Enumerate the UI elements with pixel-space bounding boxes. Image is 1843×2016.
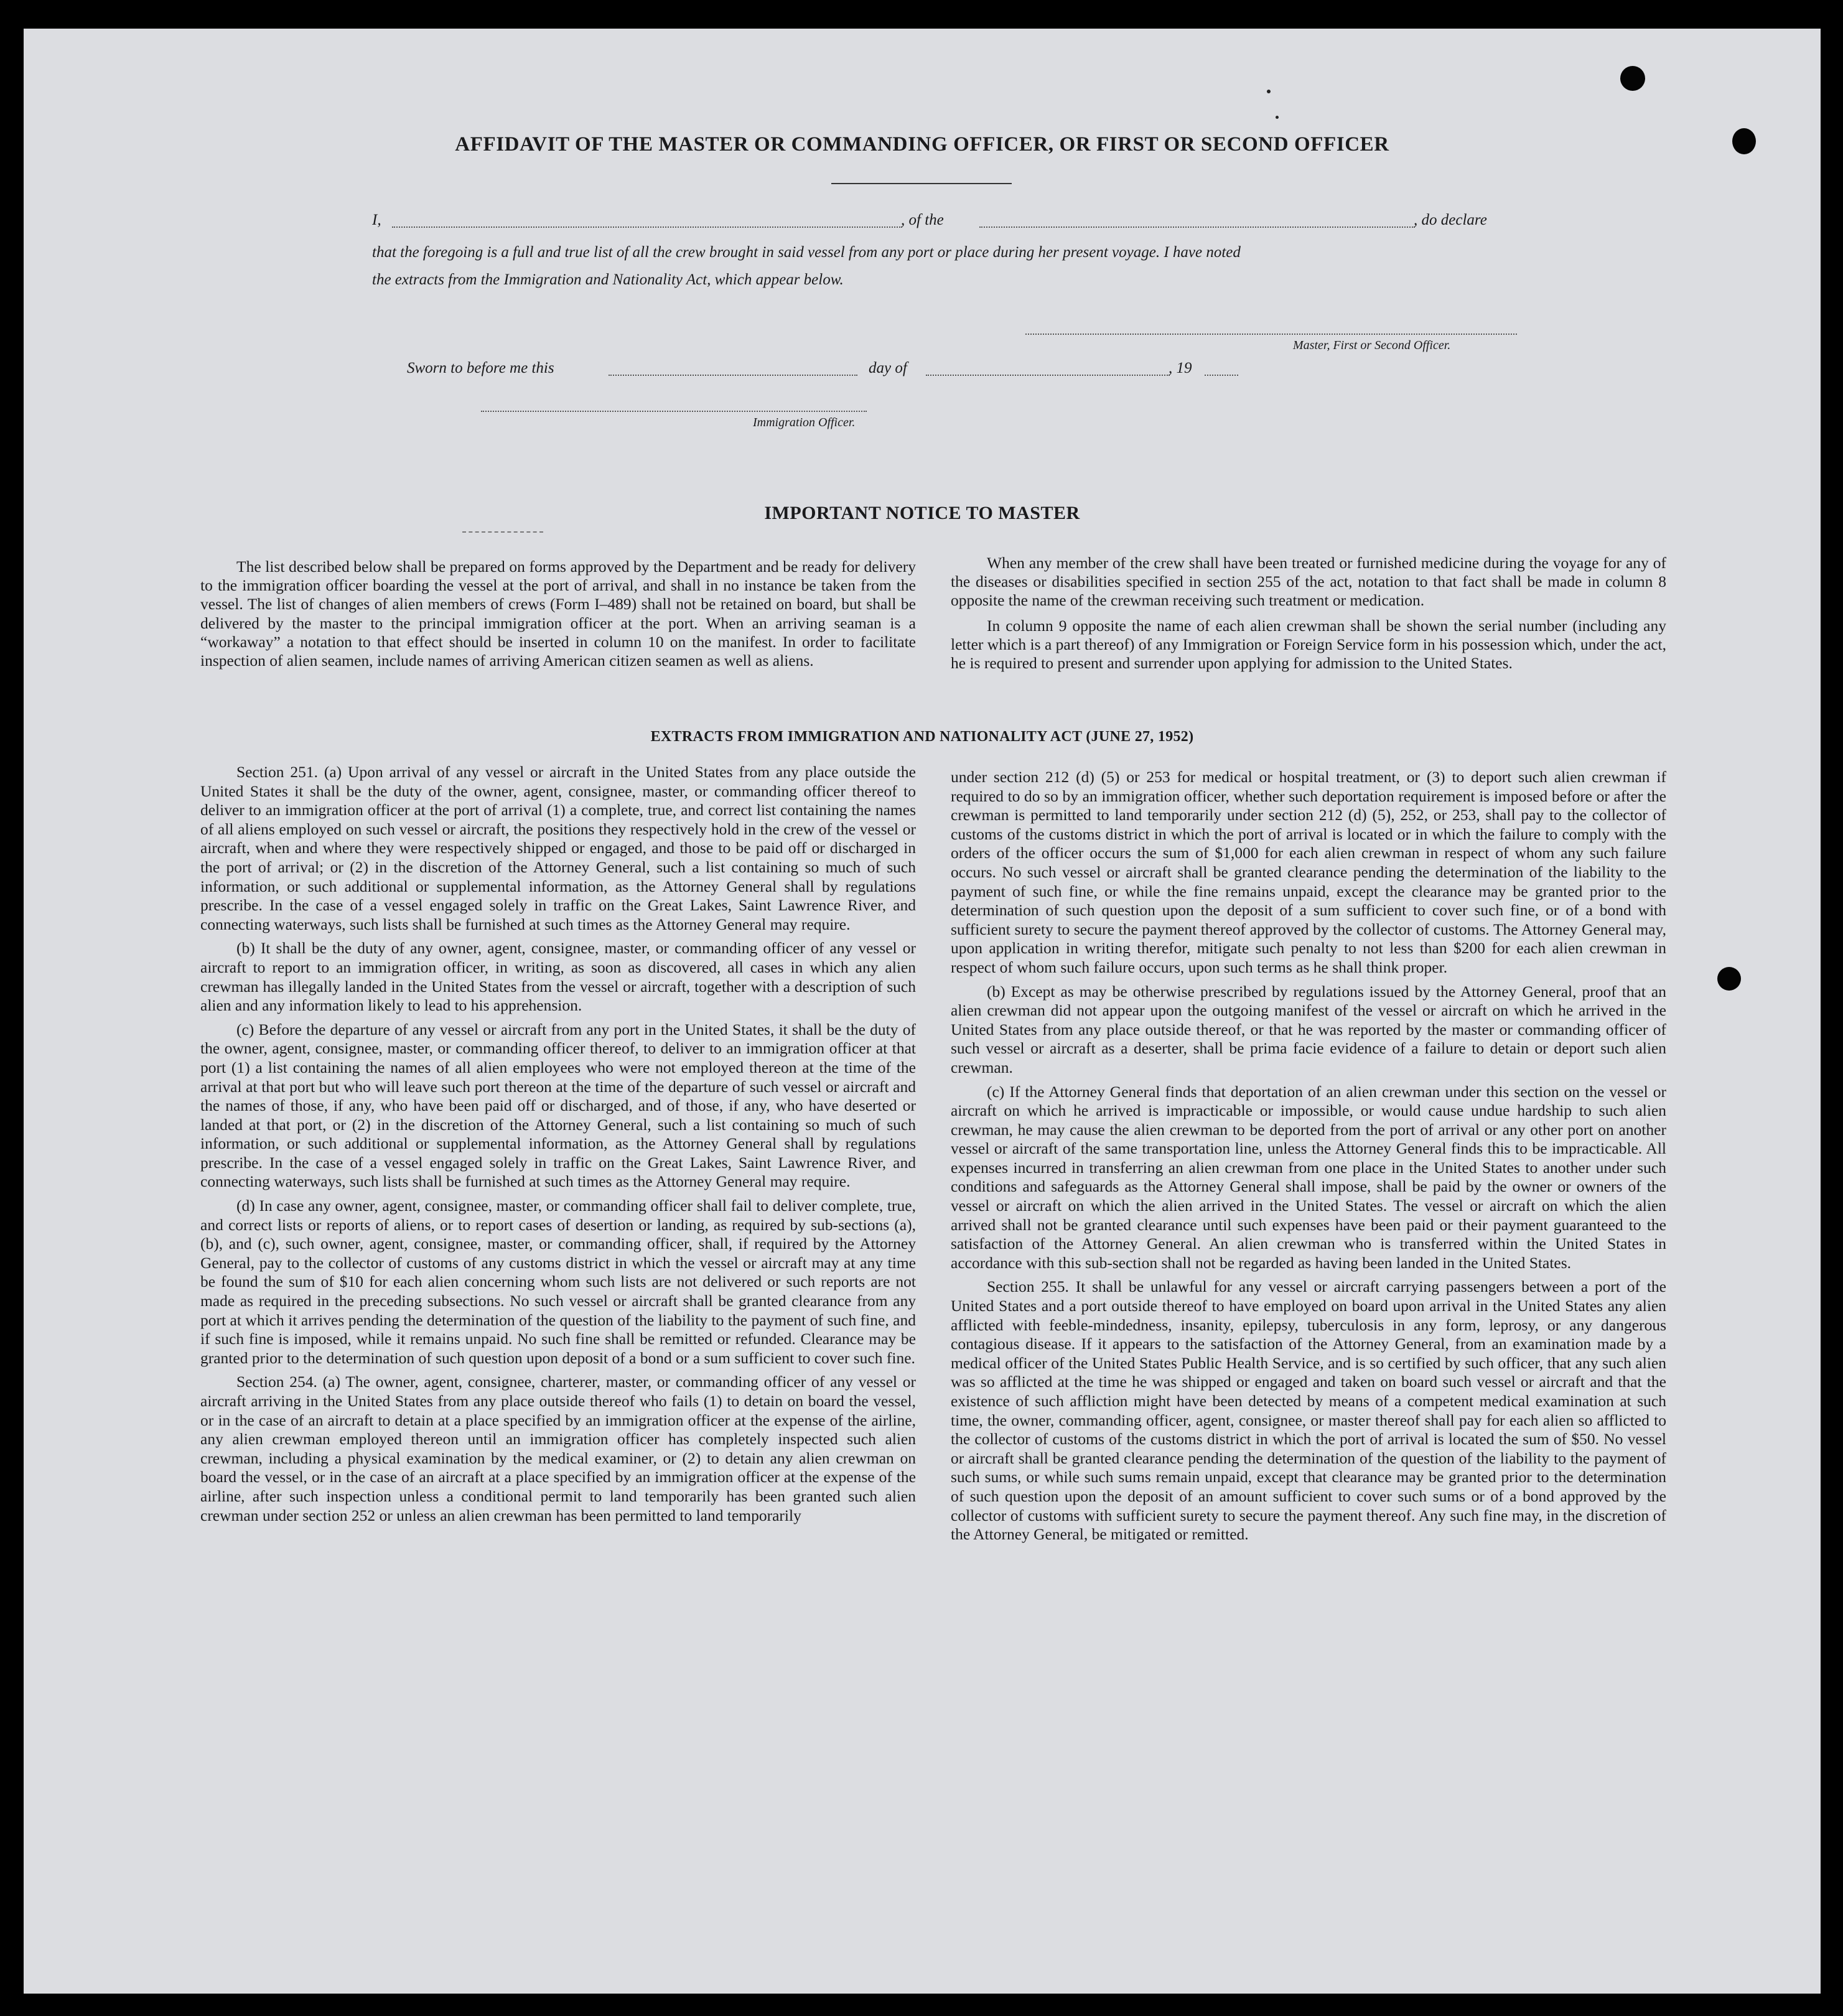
declaration-statement-line-1: that the foregoing is a full and true list of all the crew brought in said vessel from any port or place during her present voyage. I have noted [372, 244, 1241, 261]
declarant-name-field[interactable] [392, 226, 902, 228]
section-251-b: (b) It shall be the duty of any owner, agent, consignee, master, or commanding officer of any vessel or aircraft to report to an immigration officer, in writing, as soon as discovered, all cases in which any alien crewman has illegally landed in the United States from the vessel or aircraft, together with a description of such alien and any information likely to lead to his apprehension. [200, 939, 916, 1015]
speck-mark [1276, 116, 1279, 119]
punch-hole-top [1620, 66, 1645, 91]
document-page [24, 29, 1821, 1994]
notice-left-paragraph: The list described below shall be prepared on forms approved by the Department and be ready for delivery to the immigration officer boarding the vessel at the port of arrival, and shall in no instance be taken from the vessel. The list of changes of alien members of crews (Form I–489) shall not be retained on board, but shall be delivered by the master to the principal immigration officer at the port. When an arriving seaman is a “workaway” a notation to that effect should be inserted in column 10 on the manifest. In order to facilitate inspection of alien seamen, include names of arriving American citizen seamen as well as aliens. [200, 558, 916, 670]
declaration-statement-line-2: the extracts from the Immigration and Nationality Act, which appear below. [372, 271, 844, 288]
section-251-a: Section 251. (a) Upon arrival of any vessel or aircraft in the United States from any place outside the United States it shall be the duty of the owner, agent, consignee, master, or commanding officer thereof to deliver to an immigration officer at the port of arrival (1) a complete, true, and correct list containing the names of all aliens employed on such vessel or aircraft, the positions they respectively hold in the crew of the vessel or aircraft, when and where they were respectively shipped or engaged, and those to be paid off or discharged in the port of arrival; or (2) in the discretion of the Attorney General, such a list containing so much of such information, or such additional or supplemental information, as the Attorney General shall by regulations prescribe. In the case of a vessel engaged solely in traffic on the Great Lakes, Saint Lawrence River, and connecting waterways, such lists shall be furnished at such times as the Attorney General may require. [200, 763, 916, 933]
notice-right-column [951, 554, 1666, 679]
master-signature-label: Master, First or Second Officer. [1293, 338, 1451, 352]
immigration-officer-signature-field[interactable] [481, 411, 867, 412]
section-254-b: (b) Except as may be otherwise prescribed by regulations issued by the Attorney General, proof that an alien crewman did not appear upon the outgoing manifest of the vessel or aircraft on which he arrived in the United States from any place outside thereof, or that he was reported by the master or commanding officer of such vessel or aircraft as a deserter, shall be prima facie evidence of a failure to detain or deport such alien crewman. [951, 982, 1666, 1076]
day-of-label: day of [869, 360, 907, 376]
year-prefix-label: , 19 [1169, 360, 1192, 376]
sworn-before-label: Sworn to before me this [407, 360, 554, 376]
section-251-d: (d) In case any owner, agent, consignee, master, or commanding officer shall fail to deliver complete, true, and correct lists or reports of aliens, or to report cases of desertion or landing, as required by sub-sections (a), (b), and (c), such owner, agent, consignee, master, or commanding officer, shall, if required by the Attorney General, pay to the collector of customs of any customs district in which the vessel or aircraft may at any time be found the sum of $10 for each alien concerning whom such lists are not delivered or such reports are not made as required in the preceding subsections. No such vessel or aircraft shall be granted clearance from any port at which it arrives pending the determination of the question of the liability to the payment of such fine, and if such fine is imposed, while it remains unpaid. No such fine shall be remitted or refunded. Clearance may be granted prior to the determination of such question upon deposit of a bond or a sum sufficient to cover such fine. [200, 1197, 916, 1367]
punch-hole-middle [1717, 967, 1741, 991]
extracts-title: EXTRACTS FROM IMMIGRATION AND NATIONALITY ACT (JUNE 27, 1952) [650, 729, 1194, 745]
extracts-right-column [951, 768, 1666, 1549]
section-251-c: (c) Before the departure of any vessel or aircraft from any port in the United States, it shall be the duty of the owner, agent, consignee, master, or commanding officer thereof, to deliver to an immigration officer at that port (1) a list containing the names of all alien employees who were not employed thereon at the time of the arrival at that port but who will leave such port thereon at the time of the departure of such vessel or aircraft and the names of those, if any, who have been paid off or discharged, and of those, if any, who have deserted or landed at that port, or (2) in the discretion of the Attorney General, such a list containing so much of such information, or such additional or supplemental information, as the Attorney General shall by regulations prescribe. In the case of a vessel engaged solely in traffic on the Great Lakes, Saint Lawrence River, and connecting waterways, such lists shall be furnished at such times as the Attorney General may require. [200, 1020, 916, 1191]
speck-mark [1267, 90, 1271, 93]
important-notice-title: IMPORTANT NOTICE TO MASTER [764, 503, 1080, 523]
extracts-left-column [200, 763, 916, 1530]
section-254-a: Section 254. (a) The owner, agent, consignee, charterer, master, or commanding officer of any vessel or aircraft arriving in the United States from any place outside thereof who fails (1) to detain on board the vessel, or in the case of an aircraft to detain at a place specified by an immigration officer at the expense of the airline, any alien crewman employed thereon until an immigration officer has completely inspected such alien crewman, including a physical examination by the medical examiner, or (2) to detain any alien crewman on board the vessel, or in the case of an aircraft at a place specified by an immigration officer at the expense of the airline, after such inspection unless a conditional permit to land temporarily has been granted such alien crewman under section 252 or unless an alien crewman has been permitted to land temporarily [200, 1373, 916, 1524]
notice-right-paragraph-2: In column 9 opposite the name of each alien crewman shall be shown the serial number (including any letter which is a part thereof) of any Immigration or Foreign Service form in his possession which, under the act, he is required to present and surrender upon applying for admission to the United States. [951, 616, 1666, 673]
section-255: Section 255. It shall be unlawful for any vessel or aircraft carrying passengers between a port of the United States and a port outside thereof to have employed on board upon arrival in the United States any alien afflicted with feeble-mindedness, insanity, epilepsy, tuberculosis in any form, leprosy, or any dangerous contagious disease. If it appears to the satisfaction of the Attorney General, from an examination made by a medical officer of the United States Public Health Service, and is so certified by such officer, that any such alien was so afflicted at the time he was shipped or engaged and taken on board such vessel or aircraft and that the existence of such affliction might have been detected by means of a competent medical examination at such time, the owner, commanding officer, agent, consignee, or master thereof shall pay for each alien so afflicted to the collector of customs of the customs district in which the port of arrival is located the sum of $50. No vessel or aircraft shall be granted clearance pending the determination of the question of the liability to the payment of such sums, or while such sums remain unpaid, except that clearance may be granted prior to the determination of such question upon the deposit of an amount sufficient to cover such sums or of a bond approved by the collector of customs with sufficient surety to secure the payment thereof. Any such fine may, in the discretion of the Attorney General, be mitigated or remitted. [951, 1277, 1666, 1544]
vessel-name-field[interactable] [979, 226, 1415, 228]
master-signature-field[interactable] [1025, 334, 1517, 335]
section-254-a-continued: under section 212 (d) (5) or 253 for medical or hospital treatment, or (3) to deport such alien crewman if required to do so by an immigration officer, whether such deportation requirement is imposed before or after the crewman is permitted to land temporarily under section 212 (d) (5), 252, or 253, shall pay to the collector of customs of the customs district in which the port of arrival is located or in which the failure to comply with the orders of the officer occurs the sum of $1,000 for each alien crewman in respect of whom any such failure occurs. No such vessel or aircraft shall be granted clearance pending the determination of the liability to the payment of such fine, or while the fine remains unpaid, except the clearance may be granted prior to the determination of such question upon the deposit of a sum sufficient to cover such fine, or of a bond with sufficient surety to secure the payment thereof approved by the collector of customs. The Attorney General may, upon application in writing therefor, mitigate such penalty to not less than $200 for each alien crewman in respect of whom such failure occurs, upon such terms as he shall think proper. [951, 768, 1666, 976]
affidavit-title: AFFIDAVIT OF THE MASTER OR COMMANDING OFFICER, OR FIRST OR SECOND OFFICER [455, 133, 1389, 156]
notice-dash-mark [462, 531, 543, 533]
sworn-day-field[interactable] [609, 375, 857, 376]
sworn-year-field[interactable] [1205, 375, 1238, 376]
section-254-c: (c) If the Attorney General finds that deportation of an alien crewman under this section on the vessel or aircraft on which he arrived is impracticable or impossible, or would cause undue hardship to such alien crewman, he may cause the alien crewman to be deported from the port of arrival or any other port on another vessel or aircraft of the same transportation line, unless the Attorney General finds this to be impracticable. All expenses incurred in transferring an alien crewman from one place in the United States to another under such conditions and safeguards as the Attorney General shall impose, shall be paid by the owner or owners of the vessel or aircraft on which the alien arrived in the United States. The vessel or aircraft on which the alien arrived shall not be granted clearance until such expenses have been paid or their payment guaranteed to the satisfaction of the Attorney General. An alien crewman who is transferred within the United States in accordance with this sub-section shall not be regarded as having been landed in the United States. [951, 1082, 1666, 1272]
title-underline [831, 183, 1012, 184]
notice-left-column [200, 558, 916, 676]
immigration-officer-label: Immigration Officer. [753, 416, 856, 429]
notice-right-paragraph-1: When any member of the crew shall have been treated or furnished medicine during the voyage for any of the diseases or disabilities specified in section 255 of the act, notation to that fact shall be made in column 8 opposite the name of the crewman receiving such treatment or medication. [951, 554, 1666, 610]
declaration-of-the-label: , of the [901, 212, 944, 228]
sworn-month-field[interactable] [926, 375, 1170, 376]
declaration-do-declare-label: , do declare [1414, 212, 1487, 228]
declaration-i-label: I, [372, 212, 381, 228]
